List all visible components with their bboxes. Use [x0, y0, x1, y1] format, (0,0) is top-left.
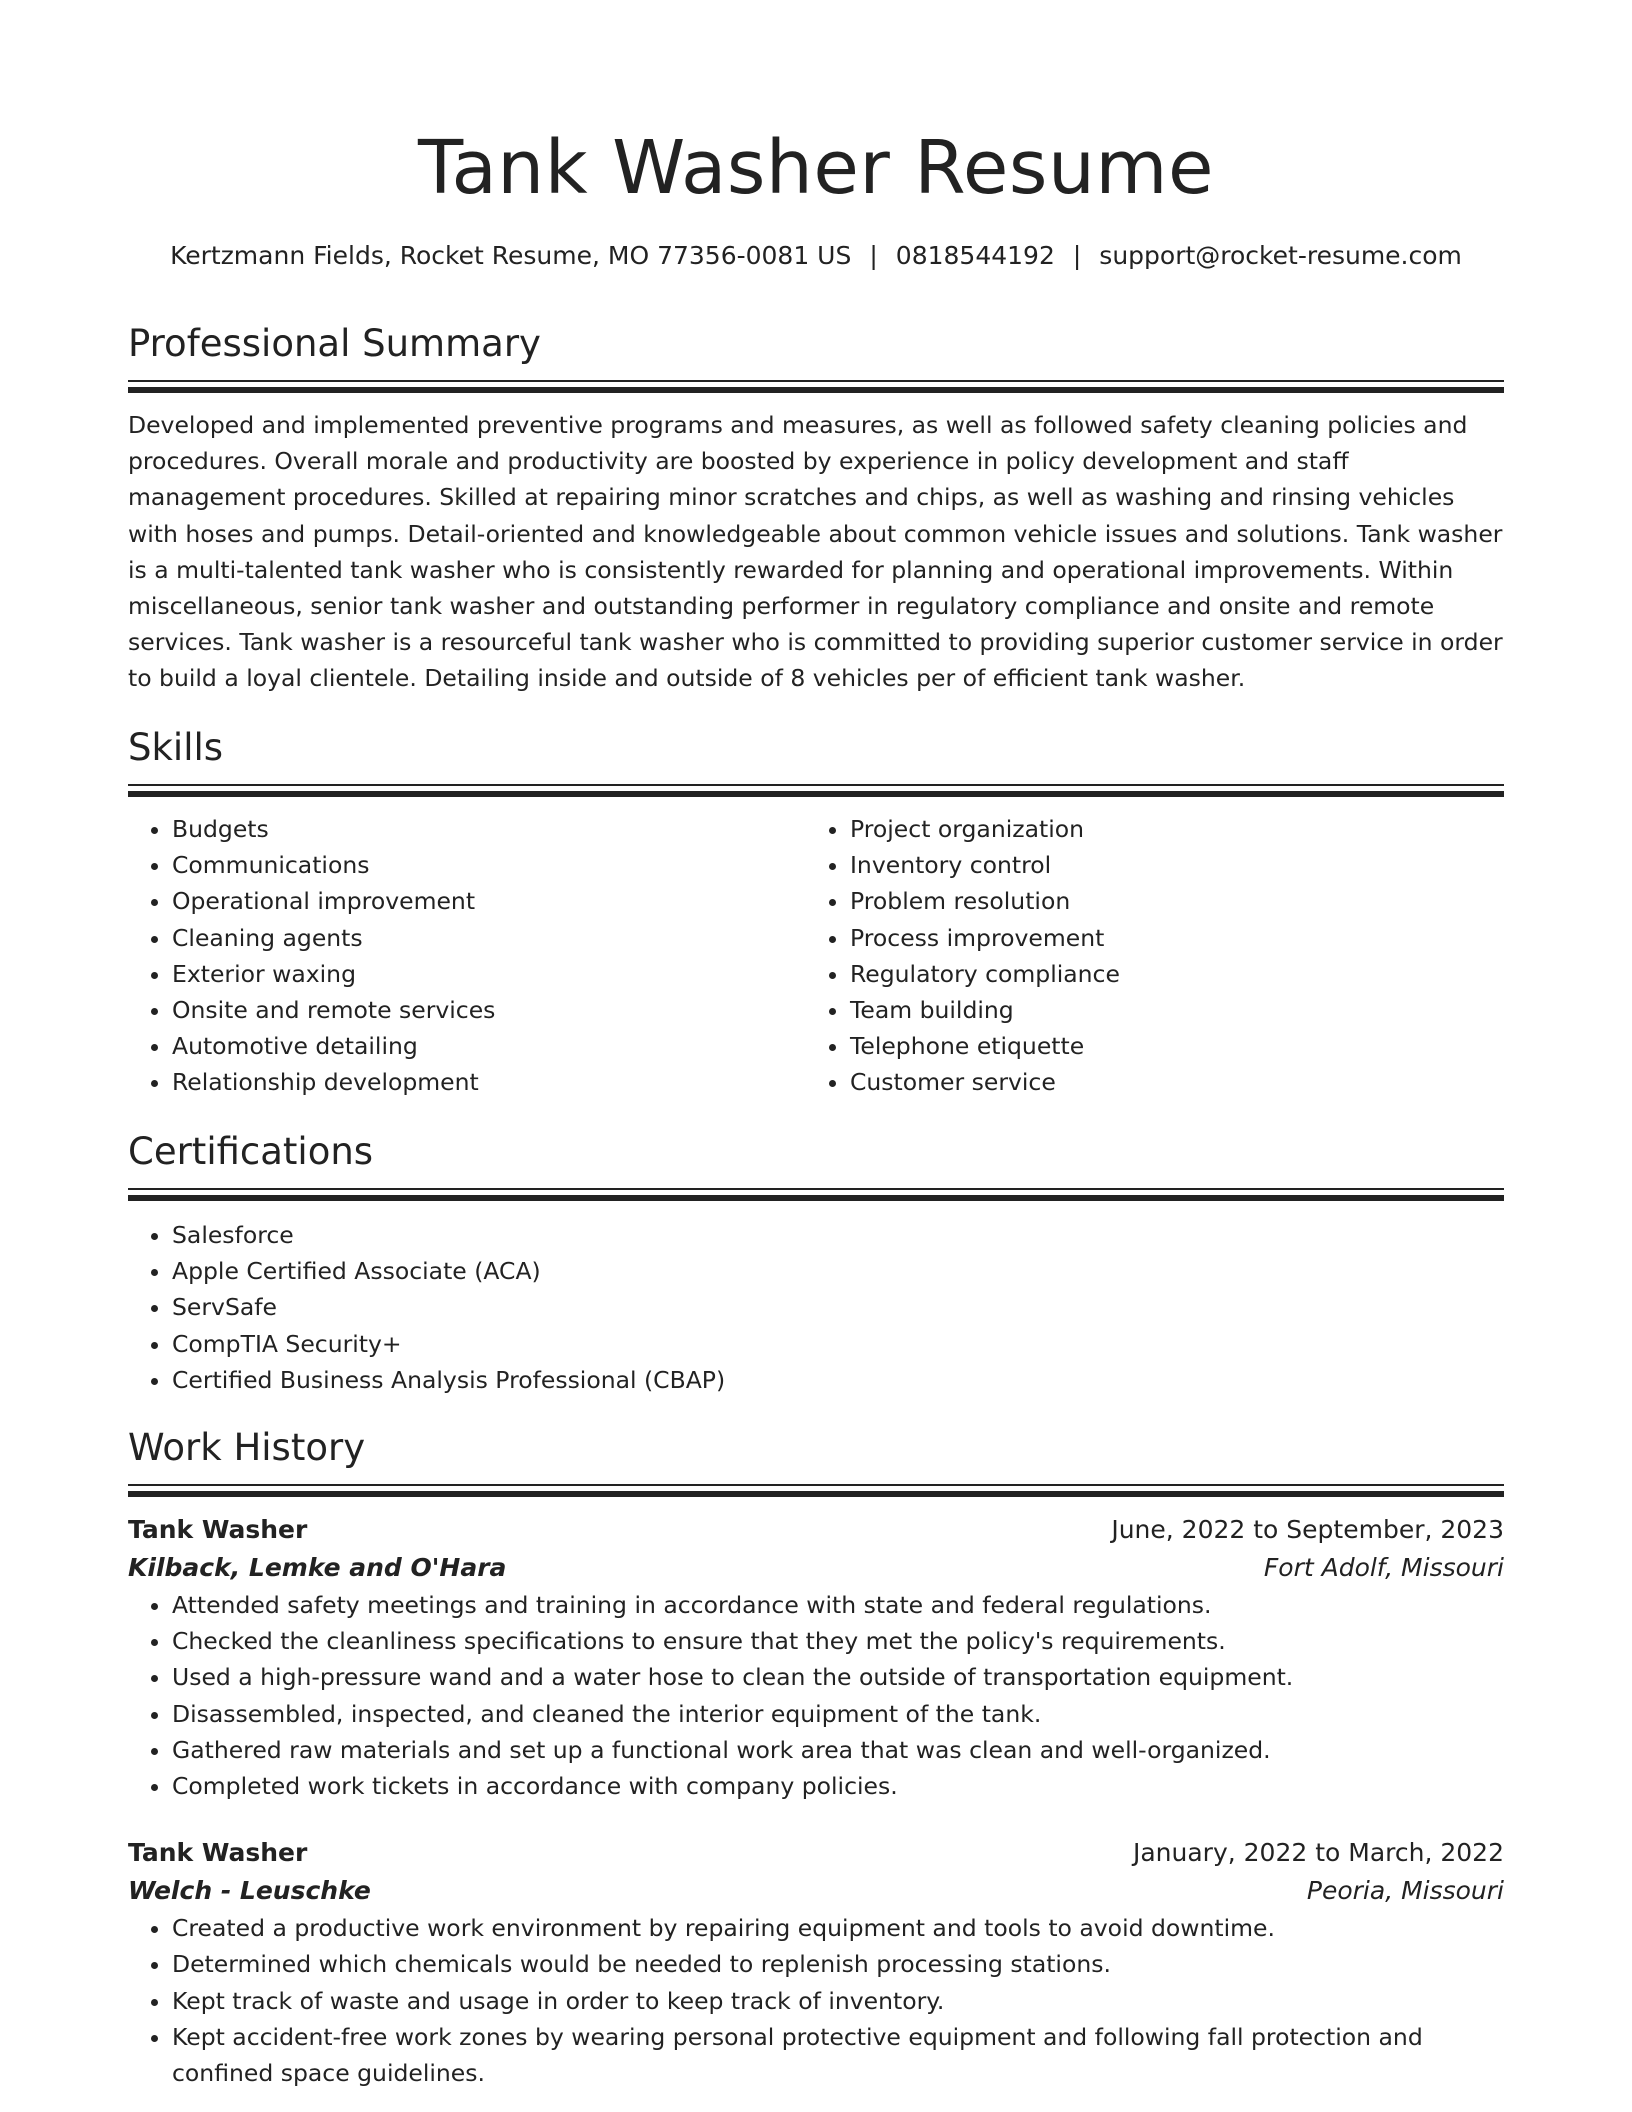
job-bullet: • Kept accident-free work zones by wearing personal protective equipment and following fall protection and confined space guidelines. — [172, 2019, 1504, 2091]
job-bullet: • Kept track of waste and usage in order to keep track of inventory. — [172, 1983, 1504, 2019]
job-bullet: • Determined which chemicals would be needed to replenish processing stations. — [172, 1946, 1504, 1982]
job-dates: January, 2022 to March, 2022 — [1132, 1838, 1504, 1868]
skill-item: • Inventory control — [850, 847, 1484, 883]
summary-section — [128, 320, 1504, 697]
skill-item: • Regulatory compliance — [850, 956, 1484, 992]
contact-phone: 0818544192 — [895, 241, 1055, 270]
job-subheader — [128, 1872, 1504, 1910]
section-divider — [128, 380, 1504, 382]
section-divider — [128, 791, 1504, 797]
job-bullet: • Disassembled, inspected, and cleaned the interior equipment of the tank. — [172, 1696, 1504, 1732]
skill-item: • Communications — [172, 847, 806, 883]
summary-heading: Professional Summary — [128, 322, 541, 365]
contact-line — [128, 238, 1504, 274]
contact-address: Kertzmann Fields, Rocket Resume, MO 77356-0081 US — [170, 241, 852, 270]
skill-item: • Cleaning agents — [172, 920, 806, 956]
job-header — [128, 1511, 1504, 1549]
contact-email[interactable]: support@rocket-resume.com — [1099, 241, 1462, 270]
resume-title: Tank Washer Resume — [418, 125, 1214, 211]
job-employer: Welch - Leuschke — [128, 1876, 371, 1906]
certifications-section — [128, 1128, 1504, 1398]
job-title: Tank Washer — [128, 1838, 308, 1868]
job-location: Peoria, Missouri — [1306, 1876, 1504, 1906]
section-divider — [128, 1491, 1504, 1497]
section-divider — [128, 1195, 1504, 1201]
job-bullet: • Gathered raw materials and set up a functional work area that was clean and well-organized. — [172, 1732, 1504, 1768]
work-history-section — [128, 1424, 1504, 2091]
job-bullet: • Checked the cleanliness specifications to ensure that they met the policy's requirements. — [172, 1623, 1504, 1659]
skill-item: • Exterior waxing — [172, 956, 806, 992]
job-bullet: • Created a productive work environment by repairing equipment and tools to avoid downtime. — [172, 1910, 1504, 1946]
job-employer: Kilback, Lemke and O'Hara — [128, 1553, 507, 1582]
skills-columns — [128, 811, 1504, 1101]
resume-page — [128, 0, 1504, 2112]
skill-item: • Onsite and remote services — [172, 992, 806, 1028]
skill-item: • Budgets — [172, 811, 806, 847]
skill-item: • Team building — [850, 992, 1484, 1028]
skill-item: • Telephone etiquette — [850, 1028, 1484, 1064]
summary-text: Developed and implemented preventive programs and measures, as well as followed safety cleaning policies and procedures. Overall morale and productivity are boosted by experience in policy development and staff management procedures. Skilled at repairing minor scratches and chips, as well as washing and rinsing vehicles with hoses and pumps. Detail-oriented and knowledgeable about common vehicle issues and solutions. Tank washer is a multi-talented tank washer who is consistently rewarded for planning and operational improvements. Within miscellaneous, senior tank washer and outstanding performer in regulatory compliance and onsite and remote services. Tank washer is a resourceful tank washer who is committed to providing superior customer service in order to build a loyal clientele. Detailing inside and outside of 8 vehicles per of efficient tank washer. — [128, 411, 1503, 693]
skill-item: • Project organization — [850, 811, 1484, 847]
job-subheader — [128, 1549, 1504, 1587]
certification-item: • Salesforce — [172, 1217, 1504, 1253]
section-divider — [128, 784, 1504, 786]
skill-item: • Process improvement — [850, 920, 1484, 956]
contact-separator: | — [869, 241, 878, 270]
contact-separator: | — [1072, 241, 1082, 270]
certification-item: • ServSafe — [172, 1289, 1504, 1325]
skills-heading: Skills — [128, 726, 224, 769]
job-location: Fort Adolf, Missouri — [1263, 1553, 1504, 1582]
skill-item: • Automotive detailing — [172, 1028, 806, 1064]
section-divider — [128, 1188, 1504, 1190]
certification-item: • Certified Business Analysis Professional (CBAP) — [172, 1362, 1504, 1398]
section-divider — [128, 387, 1504, 393]
skill-item: • Problem resolution — [850, 883, 1484, 919]
skill-item: • Customer service — [850, 1064, 1484, 1100]
job-bullet: • Used a high-pressure wand and a water hose to clean the outside of transportation equipment. — [172, 1659, 1504, 1695]
skills-left-column — [128, 811, 806, 1101]
job-title: Tank Washer — [128, 1515, 308, 1544]
skills-section — [128, 724, 1504, 1101]
job-entry — [128, 1511, 1504, 1804]
job-dates: June, 2022 to September, 2023 — [1111, 1515, 1504, 1544]
job-entry — [128, 1834, 1504, 2091]
skill-item: • Relationship development — [172, 1064, 806, 1100]
work-history-heading: Work History — [128, 1426, 366, 1469]
certification-item: • CompTIA Security+ — [172, 1326, 1504, 1362]
job-bullet: • Completed work tickets in accordance with company policies. — [172, 1768, 1504, 1804]
certifications-heading: Certifications — [128, 1130, 374, 1173]
job-bullet: • Attended safety meetings and training in accordance with state and federal regulations. — [172, 1587, 1504, 1623]
job-header — [128, 1834, 1504, 1872]
certification-item: • Apple Certified Associate (ACA) — [172, 1253, 1504, 1289]
skill-item: • Operational improvement — [172, 883, 806, 919]
section-divider — [128, 1484, 1504, 1486]
skills-right-column — [806, 811, 1484, 1101]
